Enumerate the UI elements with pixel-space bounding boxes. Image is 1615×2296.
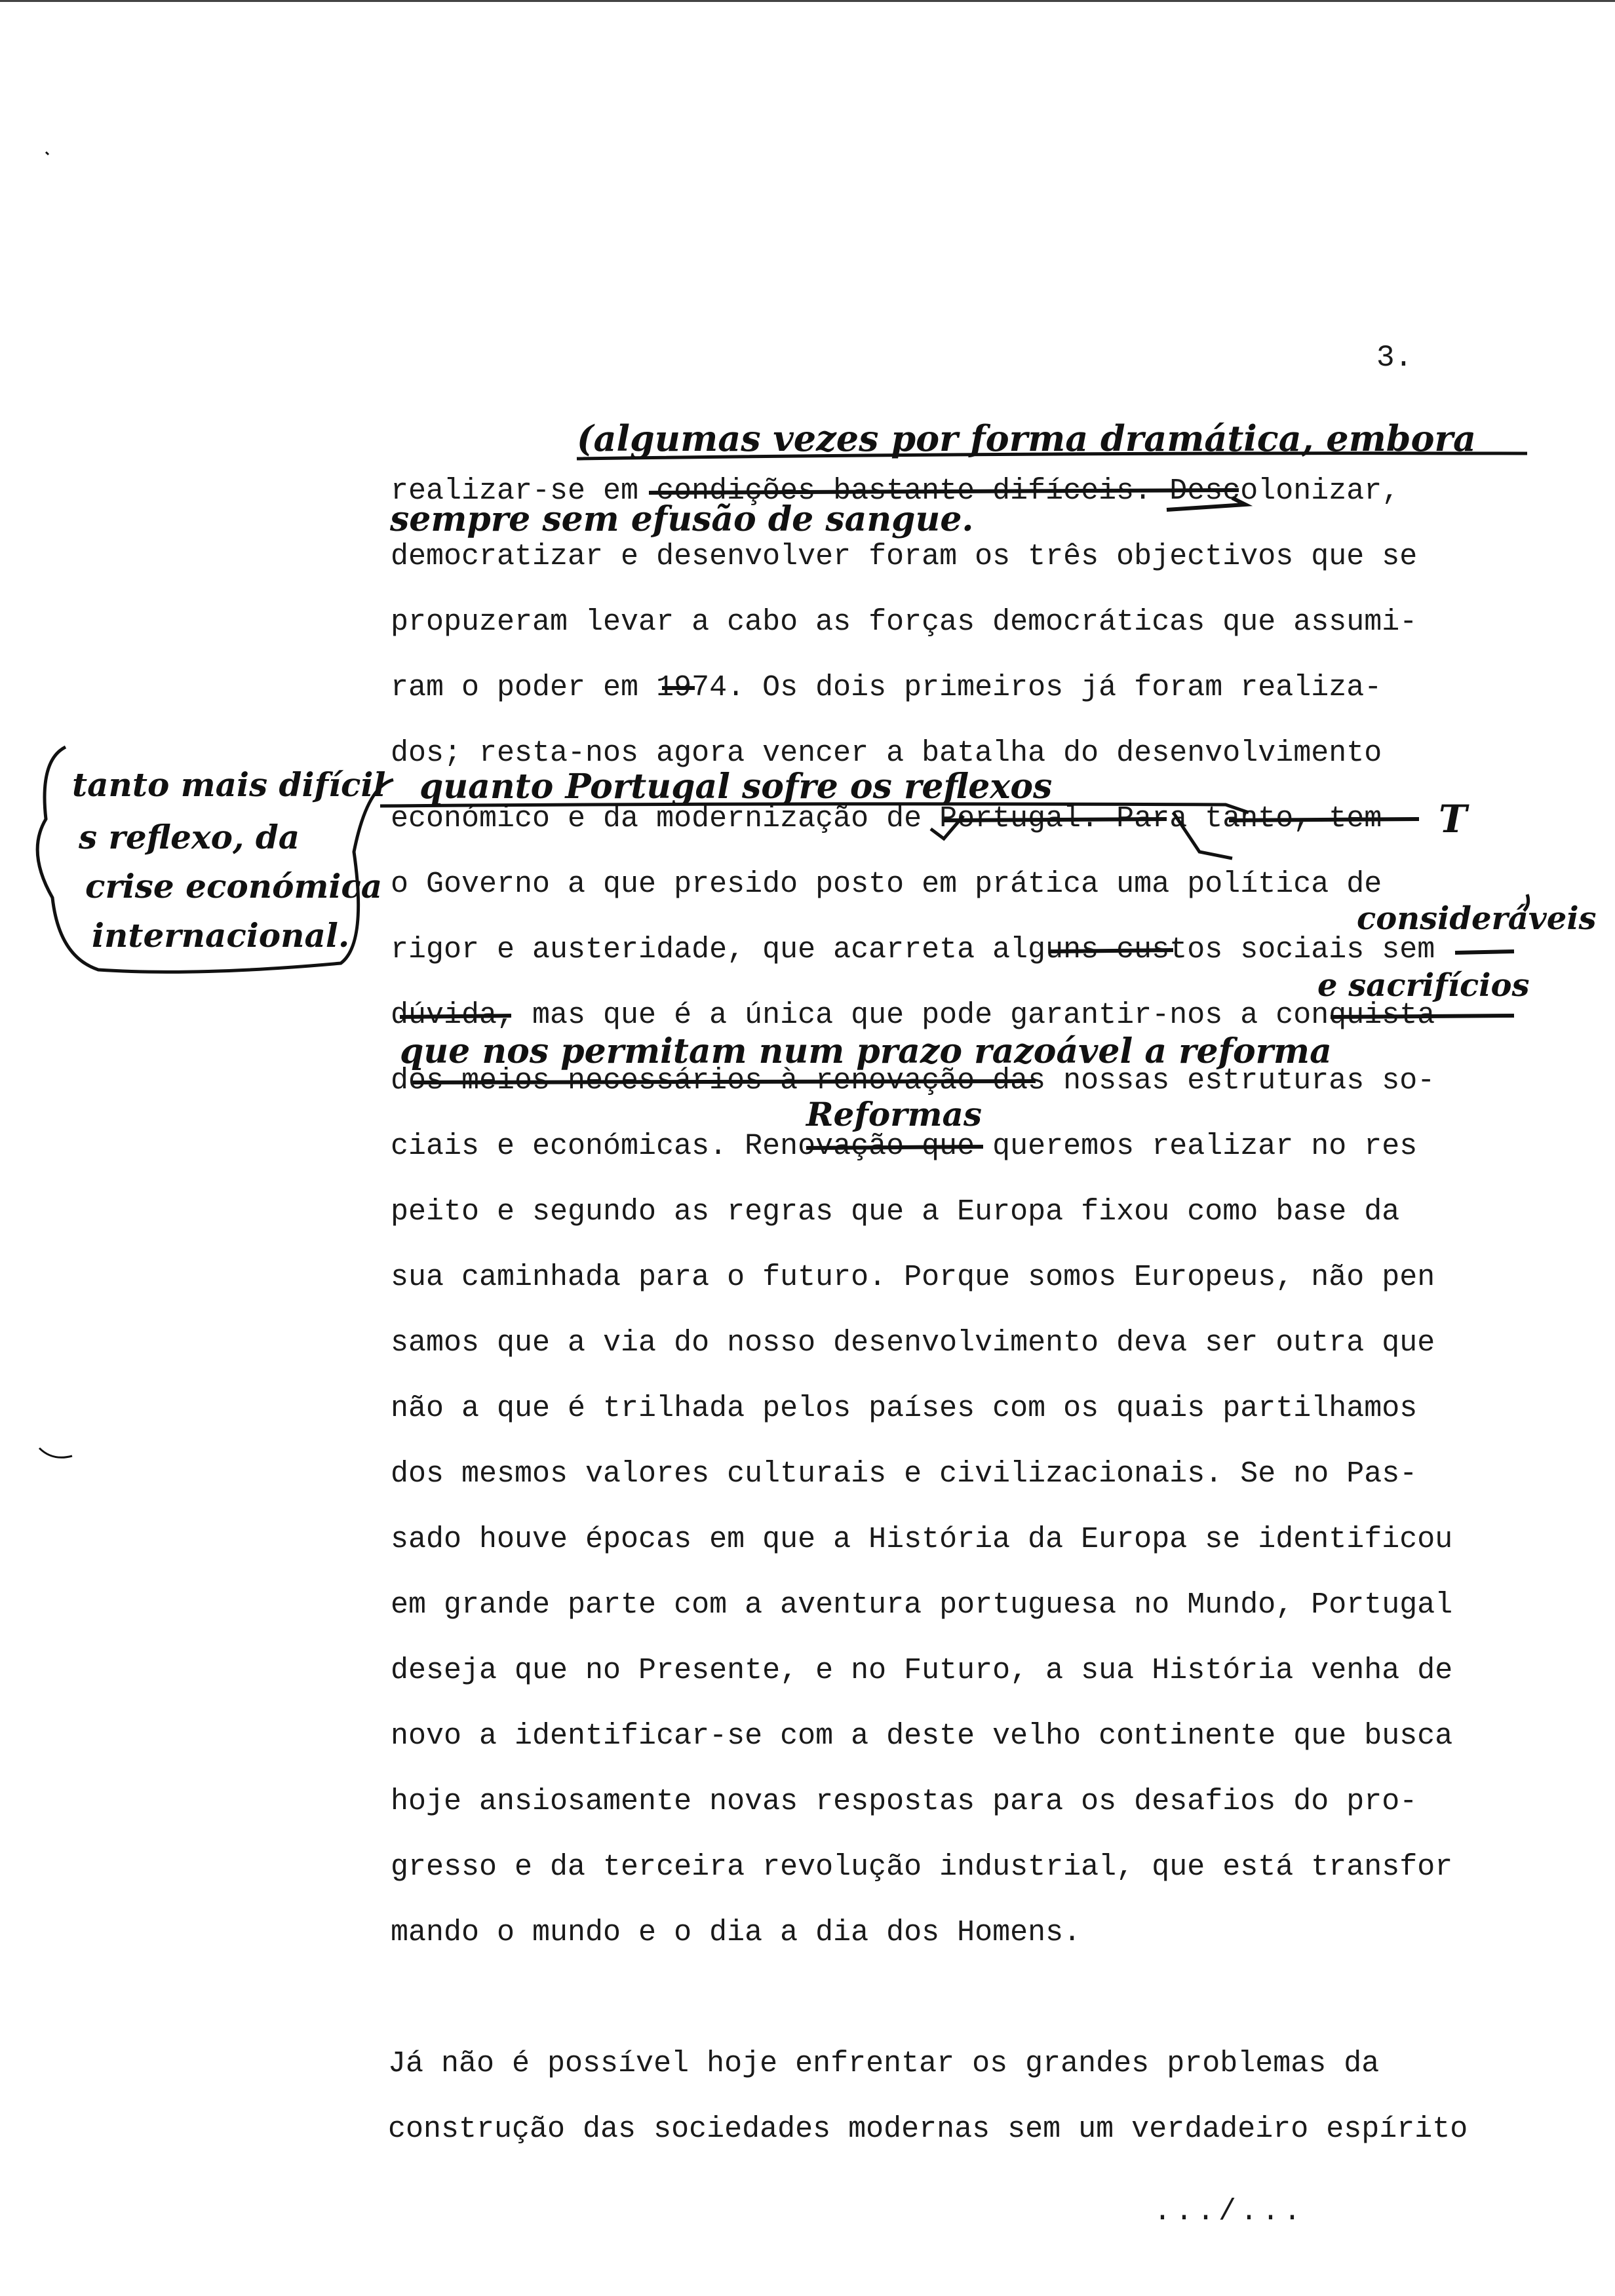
text-line: em grande parte com a aventura portuguesa no Mundo, Portugal (391, 1588, 1453, 1622)
typed-paragraph-2 (388, 2031, 1587, 2162)
text-line: dos mesmos valores culturais e civilizacionais. Se no Pas- (391, 1457, 1418, 1491)
text-line: realizar-se em condições bastante difíceis. Descolonizar, (391, 474, 1400, 508)
handwritten-insert-inline: quanto Portugal sofre os reflexos (419, 767, 1053, 807)
stray-mark (39, 1448, 72, 1457)
margin-bracket (37, 747, 393, 972)
text-line: dúvida, mas que é a única que pode garantir-nos a conquista (391, 999, 1435, 1032)
text-line: mando o mundo e o dia a dia dos Homens. (391, 1916, 1081, 1949)
text-line: não a que é trilhada pelos países com os quais partilhamos (391, 1392, 1418, 1425)
text-line: ram o poder em 1974. Os dois primeiros já foram realiza- (391, 671, 1382, 704)
text-line: rigor e austeridade, que acarreta alguns custos sociais sem (391, 933, 1435, 966)
text-line: gresso e da terceira revolução industrial, que está transfor (391, 1850, 1453, 1884)
margin-note-line: s reflexo, da (79, 818, 300, 856)
text-line: novo a identificar-se com a deste velho continente que busca (391, 1719, 1453, 1753)
text-line: deseja que no Presente, e no Futuro, a sua História venha de (391, 1654, 1453, 1687)
page-number: 3. (1376, 341, 1413, 375)
text-line: propuzeram levar a cabo as forças democráticas que assumi- (391, 605, 1418, 639)
handwritten-insert: que nos permitam num prazo razoável a reforma (400, 1031, 1332, 1071)
text-line: económico e da modernização de Portugal. Para tanto, tem (391, 802, 1382, 835)
handwritten-correction: T (1439, 797, 1468, 841)
text-line: hoje ansiosamente novas respostas para os desafios do pro- (391, 1785, 1418, 1818)
handwritten-insert: Reformas (806, 1095, 983, 1134)
text-line: Já não é possível hoje enfrentar os grandes problemas da (388, 2047, 1380, 2080)
text-line: dos meios necessários à renovação das nossas estruturas so- (391, 1064, 1435, 1098)
insert-underline (577, 453, 1527, 459)
handwritten-insert-second: sempre sem efusão de sangue. (390, 499, 974, 539)
text-line: sado houve épocas em que a História da Europa se identificou (391, 1523, 1453, 1556)
text-line: peito e segundo as regras que a Europa fixou como base da (391, 1195, 1400, 1229)
margin-note-line: internacional. (92, 916, 350, 955)
stray-mark (46, 152, 49, 155)
text-line: o Governo a que presido posto em prática uma política de (391, 868, 1382, 901)
handwritten-insert: consideráveis (1357, 900, 1597, 937)
typed-paragraph-1 (391, 459, 1590, 1966)
handwritten-insert: e sacrifícios (1317, 967, 1530, 1004)
text-line: ciais e económicas. Renovação que queremos realizar no res (391, 1130, 1418, 1163)
margin-note-line: crise económica (85, 867, 383, 906)
text-line: dos; resta-nos agora vencer a batalha do desenvolvimento (391, 737, 1382, 770)
text-line: democratizar e desenvolver foram os três objectivos que se (391, 540, 1418, 573)
handwritten-insert-top: (algumas vezes por forma dramática, embora (577, 417, 1476, 459)
text-line: samos que a via do nosso desenvolvimento deva ser outra que (391, 1326, 1435, 1360)
text-line: construção das sociedades modernas sem um verdadeiro espírito (388, 2113, 1468, 2146)
continuation-mark: .../... (1154, 2195, 1306, 2229)
top-border-line (0, 0, 1615, 2)
text-line: sua caminhada para o futuro. Porque somos Europeus, não pen (391, 1261, 1435, 1294)
margin-note-line: tanto mais difícil (72, 765, 386, 804)
